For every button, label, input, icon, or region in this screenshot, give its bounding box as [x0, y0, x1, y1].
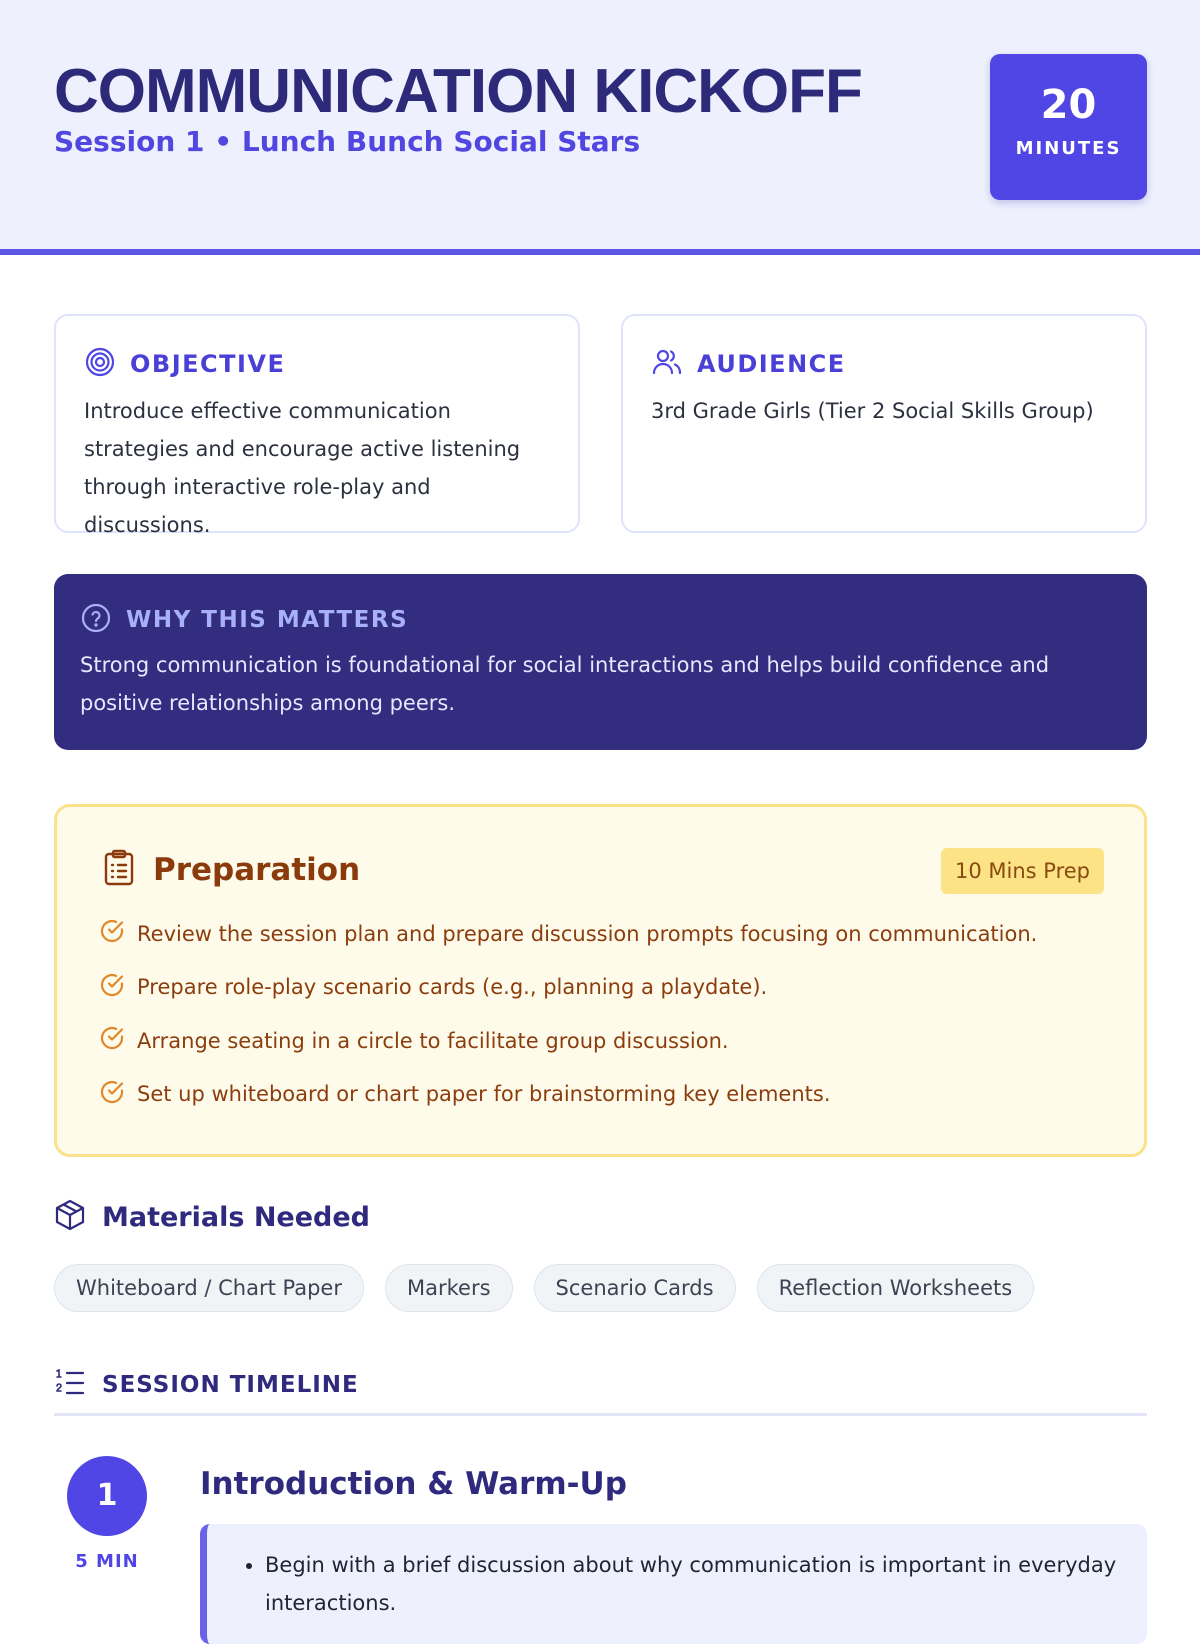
preparation-item-text: Prepare role-play scenario cards (e.g., planning a playdate).	[137, 975, 768, 1000]
preparation-item	[99, 1068, 1114, 1122]
why-header	[80, 602, 408, 638]
why-this-matters-panel	[54, 574, 1147, 750]
timeline-divider	[54, 1413, 1147, 1416]
material-chip: Reflection Worksheets	[757, 1264, 1035, 1312]
audience-label: AUDIENCE	[697, 350, 846, 378]
timeline-header	[54, 1368, 359, 1402]
objective-text: Introduce effective communication strategies and encourage active listening through interactive role-play and discussions.	[84, 399, 521, 537]
objective-card	[54, 314, 580, 537]
box-icon	[54, 1198, 86, 1236]
objective-header	[84, 346, 285, 382]
objective-label: OBJECTIVE	[130, 350, 286, 378]
audience-header	[651, 346, 846, 382]
step-duration: 5 MIN	[75, 1551, 139, 1572]
page-subtitle: Session 1 • Lunch Bunch Social Stars	[54, 125, 641, 158]
users-icon	[651, 346, 683, 382]
clipboard-list-icon	[101, 849, 137, 891]
why-text: Strong communication is foundational for social interactions and helps build confidence and positive relationships among peers.	[80, 653, 1050, 715]
numbered-list-icon	[54, 1368, 86, 1402]
material-chip: Scenario Cards	[534, 1264, 736, 1312]
preparation-item	[99, 907, 1114, 961]
page-title: COMMUNICATION KICKOFF	[54, 57, 862, 126]
preparation-item-text: Set up whiteboard or chart paper for brainstorming key elements.	[137, 1082, 831, 1107]
preparation-item-text: Arrange seating in a circle to facilitate group discussion.	[137, 1028, 729, 1053]
audience-card	[621, 314, 1147, 533]
materials-header	[54, 1198, 370, 1236]
materials-label: Materials Needed	[102, 1201, 371, 1233]
materials-list	[54, 1264, 1034, 1312]
material-chip: Whiteboard / Chart Paper	[54, 1264, 364, 1312]
preparation-item-text: Review the session plan and prepare discussion prompts focusing on communication.	[137, 921, 1038, 946]
step-details	[200, 1524, 1147, 1644]
check-circle-icon	[99, 1025, 125, 1056]
step-number-badge: 1	[67, 1456, 147, 1536]
preparation-item	[99, 1014, 1114, 1068]
question-circle-icon	[80, 602, 112, 638]
check-circle-icon	[99, 1079, 125, 1110]
material-chip: Markers	[385, 1264, 513, 1312]
target-icon	[84, 346, 116, 382]
check-circle-icon	[99, 972, 125, 1003]
prep-time-badge: 10 Mins Prep	[941, 848, 1104, 894]
step-title: Introduction & Warm-Up	[200, 1466, 627, 1502]
step-bullet-list	[237, 1546, 1117, 1622]
check-circle-icon	[99, 918, 125, 949]
step-bullet: • Begin with a brief discussion about why communication is important in everyday interactions.	[265, 1546, 1117, 1622]
preparation-item	[99, 961, 1114, 1015]
preparation-list	[99, 907, 1114, 1121]
duration-value: 20	[1040, 82, 1097, 128]
page-header	[0, 0, 1200, 255]
preparation-panel	[54, 804, 1147, 1157]
timeline-label: SESSION TIMELINE	[102, 1372, 359, 1398]
preparation-header	[101, 849, 360, 891]
preparation-label: Preparation	[153, 852, 361, 888]
duration-badge	[990, 54, 1147, 200]
why-label: WHY THIS MATTERS	[126, 607, 409, 633]
audience-text: 3rd Grade Girls (Tier 2 Social Skills Group)	[651, 399, 1094, 423]
duration-unit: MINUTES	[1015, 138, 1122, 159]
